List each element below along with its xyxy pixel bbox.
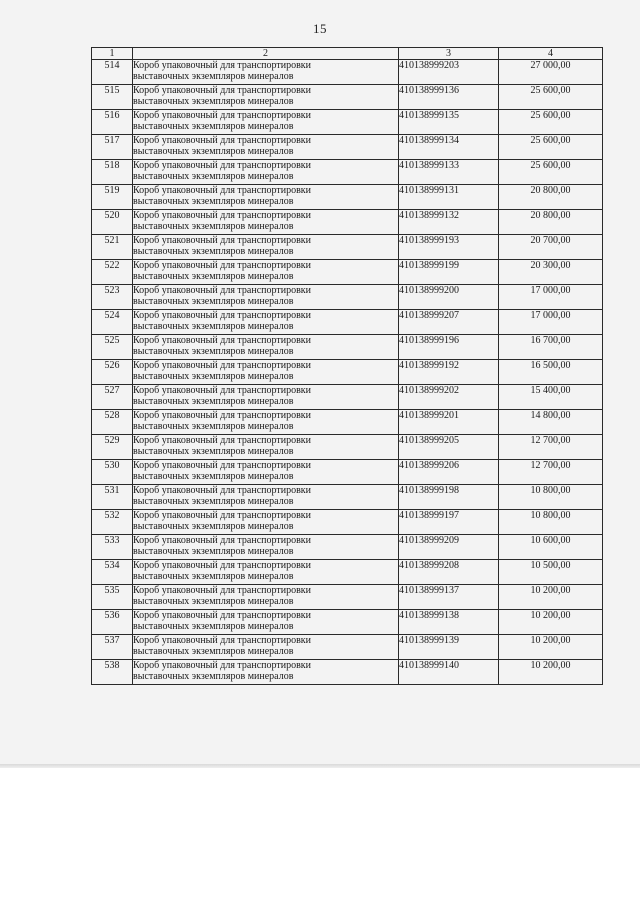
row-number: 526 [92,360,133,385]
inventory-code: 410138999137 [399,585,499,610]
item-name [133,660,399,685]
item-name-line-1: Короб упаковочный для транспортировки [133,235,312,246]
row-number: 534 [92,560,133,585]
item-name-line-2: выставочных экземпляров минералов [133,621,294,632]
item-name [133,85,399,110]
item-value: 10 500,00 [499,560,603,585]
table-body [92,60,603,685]
item-name-line-1: Короб упаковочный для транспортировки [133,385,312,396]
item-value: 27 000,00 [499,60,603,85]
item-name-line-1: Короб упаковочный для транспортировки [133,260,312,271]
row-number: 532 [92,510,133,535]
table-row [92,135,603,160]
item-name-line-1: Короб упаковочный для транспортировки [133,85,312,96]
table-row [92,635,603,660]
table-row [92,585,603,610]
item-name-line-1: Короб упаковочный для транспортировки [133,135,312,146]
scan-bottom-edge [0,764,640,768]
item-name-line-1: Короб упаковочный для транспортировки [133,560,312,571]
table-row [92,310,603,335]
item-name [133,385,399,410]
row-number: 528 [92,410,133,435]
item-value: 25 600,00 [499,160,603,185]
item-name-line-2: выставочных экземпляров минералов [133,121,294,132]
item-name [133,260,399,285]
item-name-line-1: Короб упаковочный для транспортировки [133,610,312,621]
page-number: 15 [313,21,327,36]
row-number: 517 [92,135,133,160]
item-name [133,210,399,235]
inventory-code: 410138999209 [399,535,499,560]
item-name [133,435,399,460]
item-name [133,460,399,485]
inventory-code: 410138999131 [399,185,499,210]
inventory-code: 410138999192 [399,360,499,385]
item-name [133,60,399,85]
item-name-line-1: Короб упаковочный для транспортировки [133,485,312,496]
row-number: 536 [92,610,133,635]
item-value: 10 600,00 [499,535,603,560]
item-name-line-2: выставочных экземпляров минералов [133,446,294,457]
item-name [133,310,399,335]
item-name-line-1: Короб упаковочный для транспортировки [133,210,312,221]
row-number: 533 [92,535,133,560]
item-name [133,560,399,585]
item-name-line-2: выставочных экземпляров минералов [133,271,294,282]
inventory-code: 410138999133 [399,160,499,185]
row-number: 520 [92,210,133,235]
item-value: 10 200,00 [499,585,603,610]
item-value: 20 800,00 [499,210,603,235]
inventory-code: 410138999207 [399,310,499,335]
row-number: 515 [92,85,133,110]
item-name-line-1: Короб упаковочный для транспортировки [133,660,312,671]
row-number: 519 [92,185,133,210]
item-name-line-2: выставочных экземпляров минералов [133,471,294,482]
row-number: 531 [92,485,133,510]
item-name-line-1: Короб упаковочный для транспортировки [133,585,312,596]
item-name-line-2: выставочных экземпляров минералов [133,146,294,157]
column-header-1: 1 [92,48,133,60]
item-name-line-2: выставочных экземпляров минералов [133,396,294,407]
row-number: 529 [92,435,133,460]
item-name-line-2: выставочных экземпляров минералов [133,571,294,582]
inventory-code: 410138999136 [399,85,499,110]
item-name-line-1: Короб упаковочный для транспортировки [133,535,312,546]
row-number: 521 [92,235,133,260]
item-name-line-2: выставочных экземпляров минералов [133,171,294,182]
inventory-code: 410138999199 [399,260,499,285]
inventory-code: 410138999196 [399,335,499,360]
item-name-line-2: выставочных экземпляров минералов [133,246,294,257]
table-row [92,360,603,385]
item-name-line-1: Короб упаковочный для транспортировки [133,435,312,446]
item-value: 10 200,00 [499,610,603,635]
item-name [133,410,399,435]
inventory-code: 410138999201 [399,410,499,435]
inventory-code: 410138999200 [399,285,499,310]
item-name-line-2: выставочных экземпляров минералов [133,646,294,657]
item-name-line-2: выставочных экземпляров минералов [133,296,294,307]
item-name-line-1: Короб упаковочный для транспортировки [133,510,312,521]
inventory-code: 410138999193 [399,235,499,260]
table-row [92,485,603,510]
item-value: 10 800,00 [499,510,603,535]
item-name-line-1: Короб упаковочный для транспортировки [133,360,312,371]
inventory-code: 410138999198 [399,485,499,510]
item-value: 17 000,00 [499,285,603,310]
item-name-line-1: Короб упаковочный для транспортировки [133,460,312,471]
inventory-code: 410138999203 [399,60,499,85]
item-name-line-2: выставочных экземпляров минералов [133,221,294,232]
item-name [133,235,399,260]
table-row [92,210,603,235]
item-name-line-2: выставочных экземпляров минералов [133,346,294,357]
row-number: 522 [92,260,133,285]
row-number: 535 [92,585,133,610]
inventory-code: 410138999202 [399,385,499,410]
item-name-line-1: Короб упаковочный для транспортировки [133,310,312,321]
row-number: 525 [92,335,133,360]
table-row [92,510,603,535]
table-row [92,535,603,560]
table-row [92,410,603,435]
item-name-line-1: Короб упаковочный для транспортировки [133,110,312,121]
item-name-line-2: выставочных экземпляров минералов [133,321,294,332]
inventory-code: 410138999134 [399,135,499,160]
item-name-line-1: Короб упаковочный для транспортировки [133,60,312,71]
item-name-line-2: выставочных экземпляров минералов [133,421,294,432]
row-number: 530 [92,460,133,485]
table-row [92,610,603,635]
table-row [92,235,603,260]
row-number: 516 [92,110,133,135]
row-number: 523 [92,285,133,310]
item-name [133,335,399,360]
row-number: 518 [92,160,133,185]
item-value: 16 700,00 [499,335,603,360]
item-name [133,535,399,560]
table-header [92,48,603,60]
item-value: 12 700,00 [499,460,603,485]
column-header-3: 3 [399,48,499,60]
inventory-code: 410138999138 [399,610,499,635]
item-name [133,585,399,610]
table-row [92,85,603,110]
inventory-code: 410138999132 [399,210,499,235]
item-value: 20 300,00 [499,260,603,285]
item-value: 25 600,00 [499,85,603,110]
item-value: 10 800,00 [499,485,603,510]
row-number: 538 [92,660,133,685]
item-name [133,635,399,660]
item-name-line-1: Короб упаковочный для транспортировки [133,410,312,421]
table-row [92,260,603,285]
inventory-code: 410138999205 [399,435,499,460]
inventory-code: 410138999135 [399,110,499,135]
item-name-line-2: выставочных экземпляров минералов [133,596,294,607]
item-value: 12 700,00 [499,435,603,460]
item-value: 14 800,00 [499,410,603,435]
item-name-line-2: выставочных экземпляров минералов [133,671,294,682]
item-name-line-2: выставочных экземпляров минералов [133,196,294,207]
item-name-line-1: Короб упаковочный для транспортировки [133,185,312,196]
item-name-line-2: выставочных экземпляров минералов [133,496,294,507]
table-row [92,185,603,210]
item-name-line-1: Короб упаковочный для транспортировки [133,285,312,296]
item-name [133,135,399,160]
row-number: 527 [92,385,133,410]
table-row [92,335,603,360]
item-value: 10 200,00 [499,660,603,685]
item-name [133,285,399,310]
item-name [133,185,399,210]
item-name-line-1: Короб упаковочный для транспортировки [133,160,312,171]
inventory-code: 410138999208 [399,560,499,585]
item-value: 10 200,00 [499,635,603,660]
item-value: 16 500,00 [499,360,603,385]
table-row [92,60,603,85]
table-row [92,285,603,310]
table-row [92,435,603,460]
header-row [92,48,603,60]
item-name [133,510,399,535]
item-value: 20 800,00 [499,185,603,210]
inventory-code: 410138999206 [399,460,499,485]
table-row [92,660,603,685]
table-row [92,110,603,135]
table-row [92,460,603,485]
table-row [92,160,603,185]
inventory-code: 410138999197 [399,510,499,535]
row-number: 537 [92,635,133,660]
column-header-2: 2 [133,48,399,60]
item-value: 15 400,00 [499,385,603,410]
item-name [133,485,399,510]
inventory-code: 410138999140 [399,660,499,685]
item-name-line-1: Короб упаковочный для транспортировки [133,335,312,346]
table-row [92,385,603,410]
column-header-4: 4 [499,48,603,60]
item-name [133,160,399,185]
item-name-line-2: выставочных экземпляров минералов [133,96,294,107]
item-name [133,110,399,135]
item-value: 20 700,00 [499,235,603,260]
item-name [133,360,399,385]
item-name-line-2: выставочных экземпляров минералов [133,546,294,557]
row-number: 524 [92,310,133,335]
row-number: 514 [92,60,133,85]
inventory-table [91,47,603,685]
item-name [133,610,399,635]
item-name-line-2: выставочных экземпляров минералов [133,71,294,82]
item-name-line-2: выставочных экземпляров минералов [133,371,294,382]
item-name-line-2: выставочных экземпляров минералов [133,521,294,532]
inventory-code: 410138999139 [399,635,499,660]
item-value: 25 600,00 [499,110,603,135]
item-value: 25 600,00 [499,135,603,160]
item-value: 17 000,00 [499,310,603,335]
item-name-line-1: Короб упаковочный для транспортировки [133,635,312,646]
table-row [92,560,603,585]
